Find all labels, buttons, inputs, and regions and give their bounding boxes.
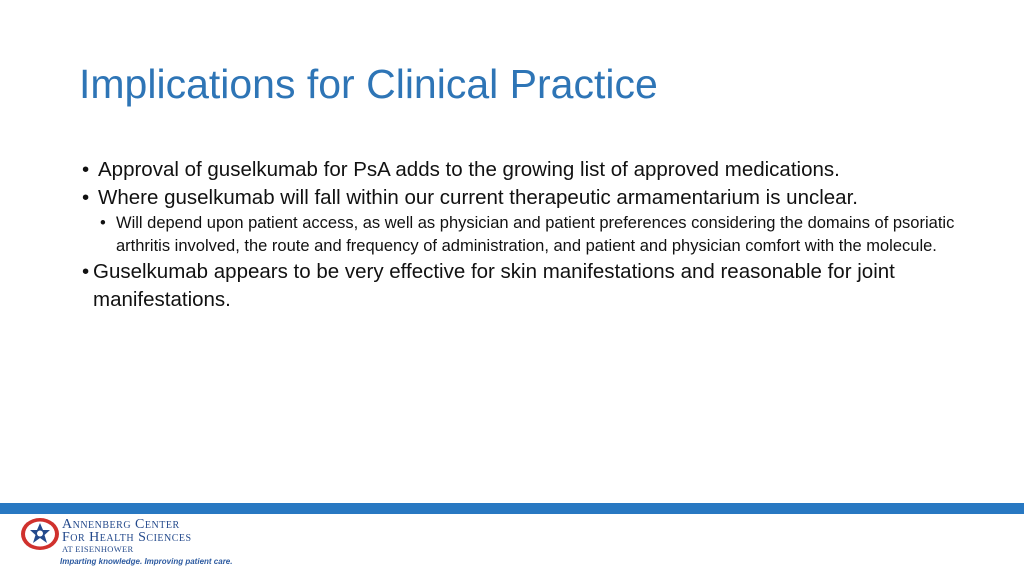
logo-line-1: Annenberg Center bbox=[62, 517, 180, 532]
bullet-text: Guselkumab appears to be very effective for skin manifestations and reasonable for joint manifestations. bbox=[93, 260, 895, 311]
logo-line-3: AT EISENHOWER bbox=[62, 544, 134, 554]
annenberg-logo-icon bbox=[20, 517, 60, 551]
footer-band bbox=[0, 503, 1024, 514]
bullet-item bbox=[79, 184, 959, 212]
bullet-text: Approval of guselkumab for PsA adds to the growing list of approved medications. bbox=[98, 158, 840, 181]
bullet-marker: • bbox=[82, 158, 90, 181]
bullet-item bbox=[79, 258, 959, 314]
bullet-marker: • bbox=[82, 186, 90, 209]
logo-tagline: Imparting knowledge. Improving patient care. bbox=[60, 557, 233, 566]
bullet-item bbox=[79, 156, 959, 184]
bullet-marker: • bbox=[100, 214, 106, 232]
slide-title: Implications for Clinical Practice bbox=[79, 61, 658, 107]
bullet-list bbox=[79, 156, 959, 314]
bullet-marker: • bbox=[82, 260, 90, 283]
bullet-text: Where guselkumab will fall within our current therapeutic armamentarium is unclear. bbox=[98, 186, 858, 209]
logo-line-2: For Health Sciences bbox=[62, 530, 192, 545]
logo-wordmark bbox=[62, 518, 192, 554]
sub-bullet-item bbox=[98, 212, 959, 258]
sub-bullet-text: Will depend upon patient access, as well as physician and patient preferences considering the domains of psoriatic arthritis involved, the route and frequency of administration, and patient and physician comfort with the molecule. bbox=[116, 214, 955, 255]
